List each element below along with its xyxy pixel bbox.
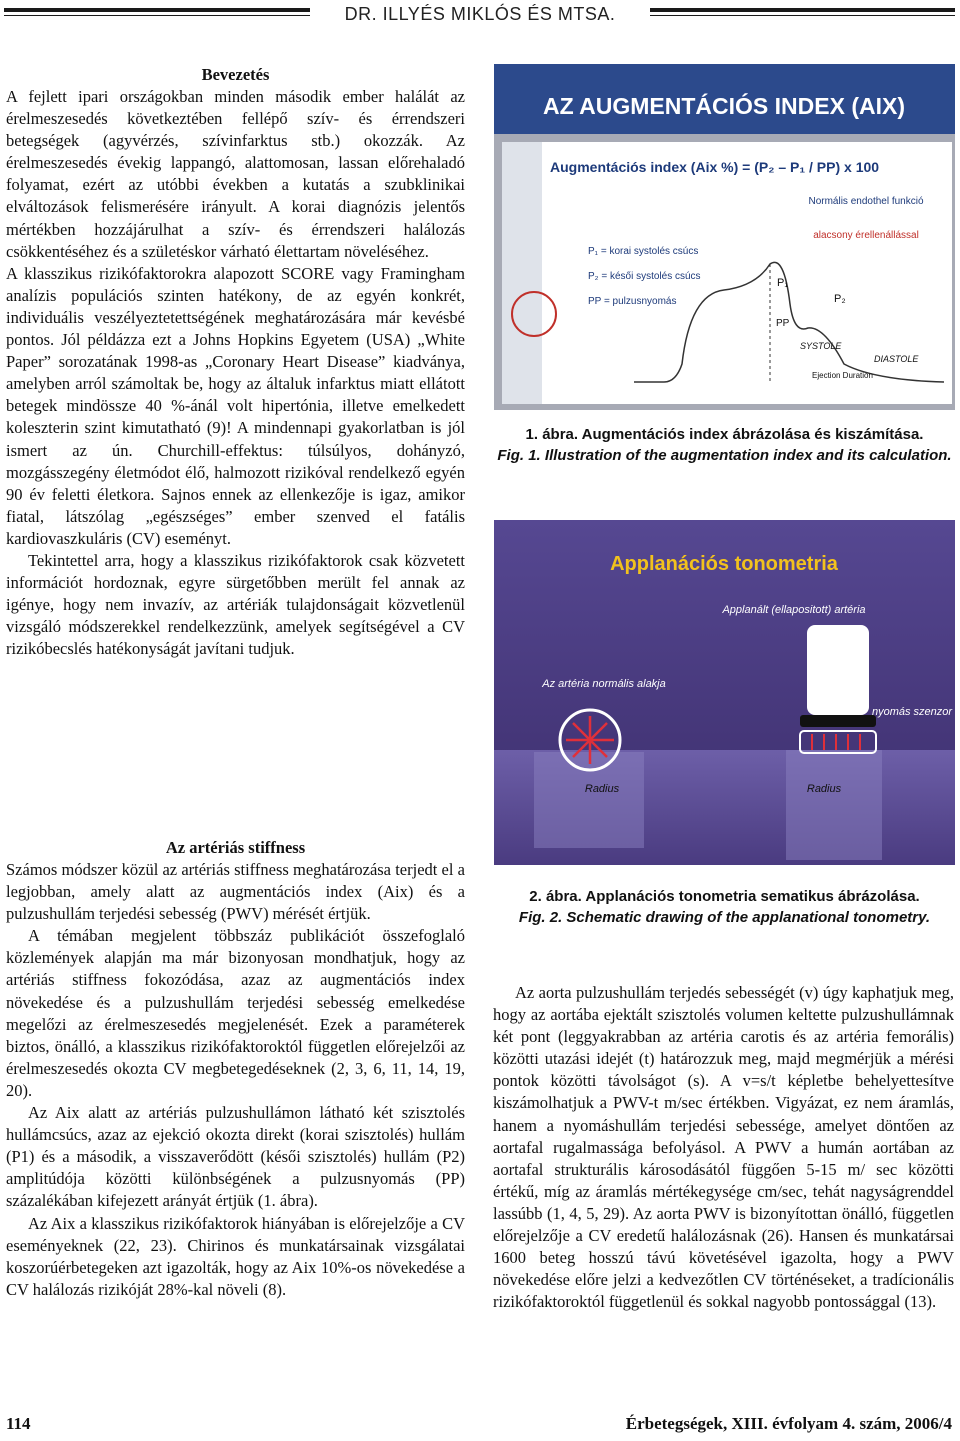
paragraph: A témában megjelent többszáz publikációt összefoglaló közlemények alapján ma már bizonyosan mondhatjuk, hogy az artériás stiffness fokozódása, azaz az augmentációs index növekedése és a pulzushullám terjedési sebesség emelkedése megelőzi az érelmeszesedés megjelenését. Ezek a paraméterek biztos, önálló, a klasszikus rizikófaktoroktól független előrejelzői az érelmeszesedés okozta CV megbetegedéseknek (2, 3, 6, 11, 14, 19, 20).	[6, 926, 465, 1100]
caption-hu: 1. ábra. Augmentációs index ábrázolása és kiszámítása.	[525, 426, 924, 443]
caption-en: Fig. 2. Schematic drawing of the applanational tonometry.	[518, 909, 931, 926]
figure-2-graphic	[494, 520, 955, 865]
paragraph: Az Aix alatt az artériás pulzushullámon látható két szisztolés hullámcsúcs, azaz az ejekció okozta direkt (korai szisztolés) hullám (P1) és a második, a visszaverődött (késői szisztolés) hullám (P2) amplitúdója közötti különbségének a pulzusnyomás (PP) százalékában kifejezett arányát értjük (1. ábra).	[6, 1103, 465, 1211]
paragraph: Az aorta pulzushullám terjedés sebességét (v) úgy kaphatjuk meg, hogy az aortába ejektált szisztolés volumen keltette pulzushullámnak két pont (leggyakrabban az artéria carotis és az artéria femorális) közötti utazási idejét (t) határozzuk meg, majd megmérjük a mérési pontok közötti távolságot (s). A v=s/t képletbe behelyettesítve kiszámolhatjuk a PWV-t m/sec értékben. Vigyázat, ez nem áramlás, hanem a nyomáshullám terjedési sebessége, amelyet döntően az aortafal rugalmassága befolyásol. A PWV a humán aortában az aortafal strukturális károsodásától függően 5-15 m/ sec közötti értékű, míg az áramlás mértékegysége cm/sec, tehát nagyságrenddel lassúbb (1, 4, 5, 29). Az aorta PWV is bizonyítottan önálló, független előrejelzője a CV eredetű halálozásnak (26). Hansen és munkatársai 1600 beteg hosszú távú követésével igazolta, hogy a PWV növekedése előre jelzi a kedvezőtlen CV történéseket, a tradícionális rizikófaktoroktól függetlenül és sokkal nagyobb pontossággal (13).	[493, 983, 954, 1312]
fig1-systole: SYSTOLE	[800, 341, 842, 351]
fig1-title: AZ AUGMENTÁCIÓS INDEX (AIX)	[542, 93, 906, 119]
fig2-title: Applanációs tonometria	[610, 553, 838, 575]
section-heading: Bevezetés	[201, 65, 270, 84]
fig1-label-pp: PP	[776, 318, 790, 329]
figure-2-caption	[494, 886, 955, 928]
figure-1-graphic	[494, 64, 955, 410]
figure-augmentation-index	[494, 64, 955, 410]
paragraph: Tekintettel arra, hogy a klasszikus rizikófaktorok csak közvetett információt hordoznak, egyre sürgetőbben merült fel annak az igénye, hogy nem invazív, az artériák tulajdonságait közvetlenül vizsgáló módszerekkel rendelkezzünk, amelyek segítségével a CV rizikóbecslés hatékonyságát javítani tudjuk.	[6, 550, 465, 659]
fig1-p1-legend: P₁ = korai systolés csúcs	[588, 246, 699, 257]
paragraph: Számos módszer közül az artériás stiffness meghatározása terjedt el a legjobban, amely alatt az augmentációs index (Aix) és a pulzushullám terjedési sebesség (PWV) mérését értjük.	[6, 860, 465, 924]
section-heading: Az artériás stiffness	[165, 838, 306, 857]
fig1-formula: Augmentációs index (Aix %) = (P₂ – P₁ / PP) x 100	[550, 159, 880, 175]
section-bevezetes	[6, 64, 465, 660]
header-title: DR. ILLYÉS MIKLÓS ÉS MTSA.	[344, 4, 616, 24]
fig1-diastole: DIASTOLE	[874, 354, 919, 364]
fig1-normal: Normális endothel funkció	[808, 196, 924, 207]
paragraph: A klasszikus rizikófaktorokra alapozott SCORE vagy Framingham analízis populációs szinten hatékony, de az egyén konkrét, individuális veszélyeztetettségének meghatározására már kevésbé pontos. Jól példázza ezt a Johns Hopkins Egyetem (USA) „White Paper” sorozatának 1998-as „Coronary Heart Disease” kiadványa, amelyben arról számoltak be, hogy az általuk infarktus miatt ellátott betegek mindössze 40 %-ánál volt hipertónia, illetve emelkedett koleszterin szint kimutatható (9)! A mindennapi gyakorlatban is jól ismert az ún. Churchill-effektus: túlsúlyos, dohányzó, mozgásszegény életmódot élő, halmozott rizikóval rendelkező egyén 90 év feletti életkora. Sajnos ennek az ellenkezője is igaz, amikor fiatal, látszólag „egészséges” ember szenved el fatális kardiovaszkuláris (CV) eseményt.	[6, 263, 465, 548]
fig2-normal-artery: Az artéria normális alakja	[542, 678, 666, 690]
right-column-text	[493, 982, 954, 1313]
caption-hu: 2. ábra. Applanációs tonometria sematikus ábrázolása.	[529, 888, 920, 905]
fig2-radius-right: Radius	[806, 783, 842, 795]
fig2-tonometer-probe	[807, 625, 869, 715]
figure-1-caption	[494, 424, 955, 466]
fig1-label-p1: P₁	[777, 277, 789, 289]
fig2-radius-left: Radius	[584, 783, 620, 795]
fig1-p2-legend: P₂ = késői systolés csúcs	[588, 271, 701, 282]
fig1-abnormal: alacsony érellenállással	[813, 230, 919, 241]
page-number: 114	[6, 1414, 31, 1433]
fig2-sensor-label: nyomás szenzor	[871, 706, 953, 718]
journal-citation: Érbetegségek, XIII. évfolyam 4. szám, 2006/4	[625, 1414, 952, 1433]
fig2-sensor-tip	[800, 715, 876, 727]
paragraph: Az Aix a klasszikus rizikófaktorok hiányában is előrejelzője a CV eseményeknek (22, 23). Chirinos és munkatársainak vizsgálatai koszorúérbetegeken azt igazolták, hogy az Aix 10%-os növekedése a CV halálozás rizikóját 28%-kal növeli (8).	[6, 1213, 465, 1299]
figure-applanation-tonometry	[494, 520, 955, 865]
running-header	[0, 0, 960, 30]
caption-en: Fig. 1. Illustration of the augmentation index and its calculation.	[497, 447, 952, 464]
paragraph: A fejlett ipari országokban minden második ember halálát az érelmeszesedés következtében fellépő szív- és érrendszeri betegségek (agyvérzés, szívinfarktus stb.) okozzák. Az érelmeszesedés évekig lappangó, alattomosan, lassan előrehaladó folyamat, ezért az utóbbi években a kutatás a szubklinikai elváltozások felismerésére irányult. A korai diagnózis jelentős mértékben hozzájárulhat a szív- és érrendszeri halálozás csökkentéséhez és a születéskor várható élettartam növeléséhez.	[6, 87, 465, 261]
fig1-ejection: Ejection Duration	[812, 371, 873, 380]
fig1-pp-legend: PP = pulzusnyomás	[588, 296, 677, 307]
fig1-label-p2: P₂	[834, 293, 846, 305]
fig2-applanated: Applanált (ellapositott) artéria	[722, 604, 866, 616]
section-arterial-stiffness	[6, 837, 465, 1301]
